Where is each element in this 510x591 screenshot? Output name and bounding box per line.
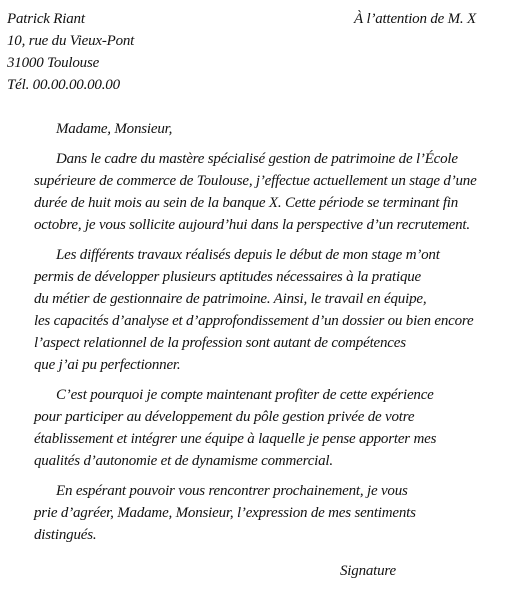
- paragraph-line: pour participer au développement du pôle gestion privée de votre: [34, 409, 415, 425]
- paragraph-line: les capacités d’analyse et d’approfondissement d’un dossier ou bien encore: [34, 313, 474, 329]
- paragraph-line: qualités d’autonomie et de dynamisme commercial.: [34, 453, 333, 469]
- sender-address-block: [7, 8, 134, 96]
- paragraph-line: prie d’agréer, Madame, Monsieur, l’expression de mes sentiments: [34, 505, 416, 521]
- sender-phone: Tél. 00.00.00.00.00: [7, 77, 120, 93]
- sender-city: 31000 Toulouse: [7, 55, 100, 71]
- paragraph-2: [34, 244, 484, 376]
- paragraph-4: [34, 480, 484, 546]
- paragraph-line: Dans le cadre du mastère spécialisé gestion de patrimoine de l’École: [56, 151, 458, 167]
- paragraph-3: [34, 384, 484, 472]
- recipient-line: À l’attention de M. X: [353, 11, 476, 27]
- paragraph-line: du métier de gestionnaire de patrimoine. Ainsi, le travail en équipe,: [34, 291, 427, 307]
- paragraph-line: Les différents travaux réalisés depuis le début de mon stage m’ont: [56, 247, 440, 263]
- sender-name: Patrick Riant: [7, 11, 85, 27]
- paragraph-line: C’est pourquoi je compte maintenant profiter de cette expérience: [56, 387, 434, 403]
- paragraph-1: [34, 148, 484, 236]
- sender-street: 10, rue du Vieux-Pont: [7, 33, 135, 49]
- paragraph-line: l’aspect relationnel de la profession sont autant de compétences: [34, 335, 406, 351]
- paragraph-line: permis de développer plusieurs aptitudes nécessaires à la pratique: [34, 269, 422, 285]
- paragraph-line: durée de huit mois au sein de la banque X. Cette période se terminant fin: [34, 195, 459, 211]
- paragraph-line: supérieure de commerce de Toulouse, j’effectue actuellement un stage d’une: [34, 173, 477, 189]
- paragraph-line: que j’ai pu perfectionner.: [34, 357, 181, 373]
- signature: Signature: [340, 563, 396, 579]
- paragraph-line: octobre, je vous sollicite aujourd’hui dans la perspective d’un recrutement.: [34, 217, 470, 233]
- paragraph-line: En espérant pouvoir vous rencontrer prochainement, je vous: [56, 483, 408, 499]
- greeting: Madame, Monsieur,: [56, 121, 173, 137]
- paragraph-line: distingués.: [34, 527, 97, 543]
- paragraph-line: établissement et intégrer une équipe à laquelle je pense apporter mes: [34, 431, 437, 447]
- letter-body: [34, 118, 484, 554]
